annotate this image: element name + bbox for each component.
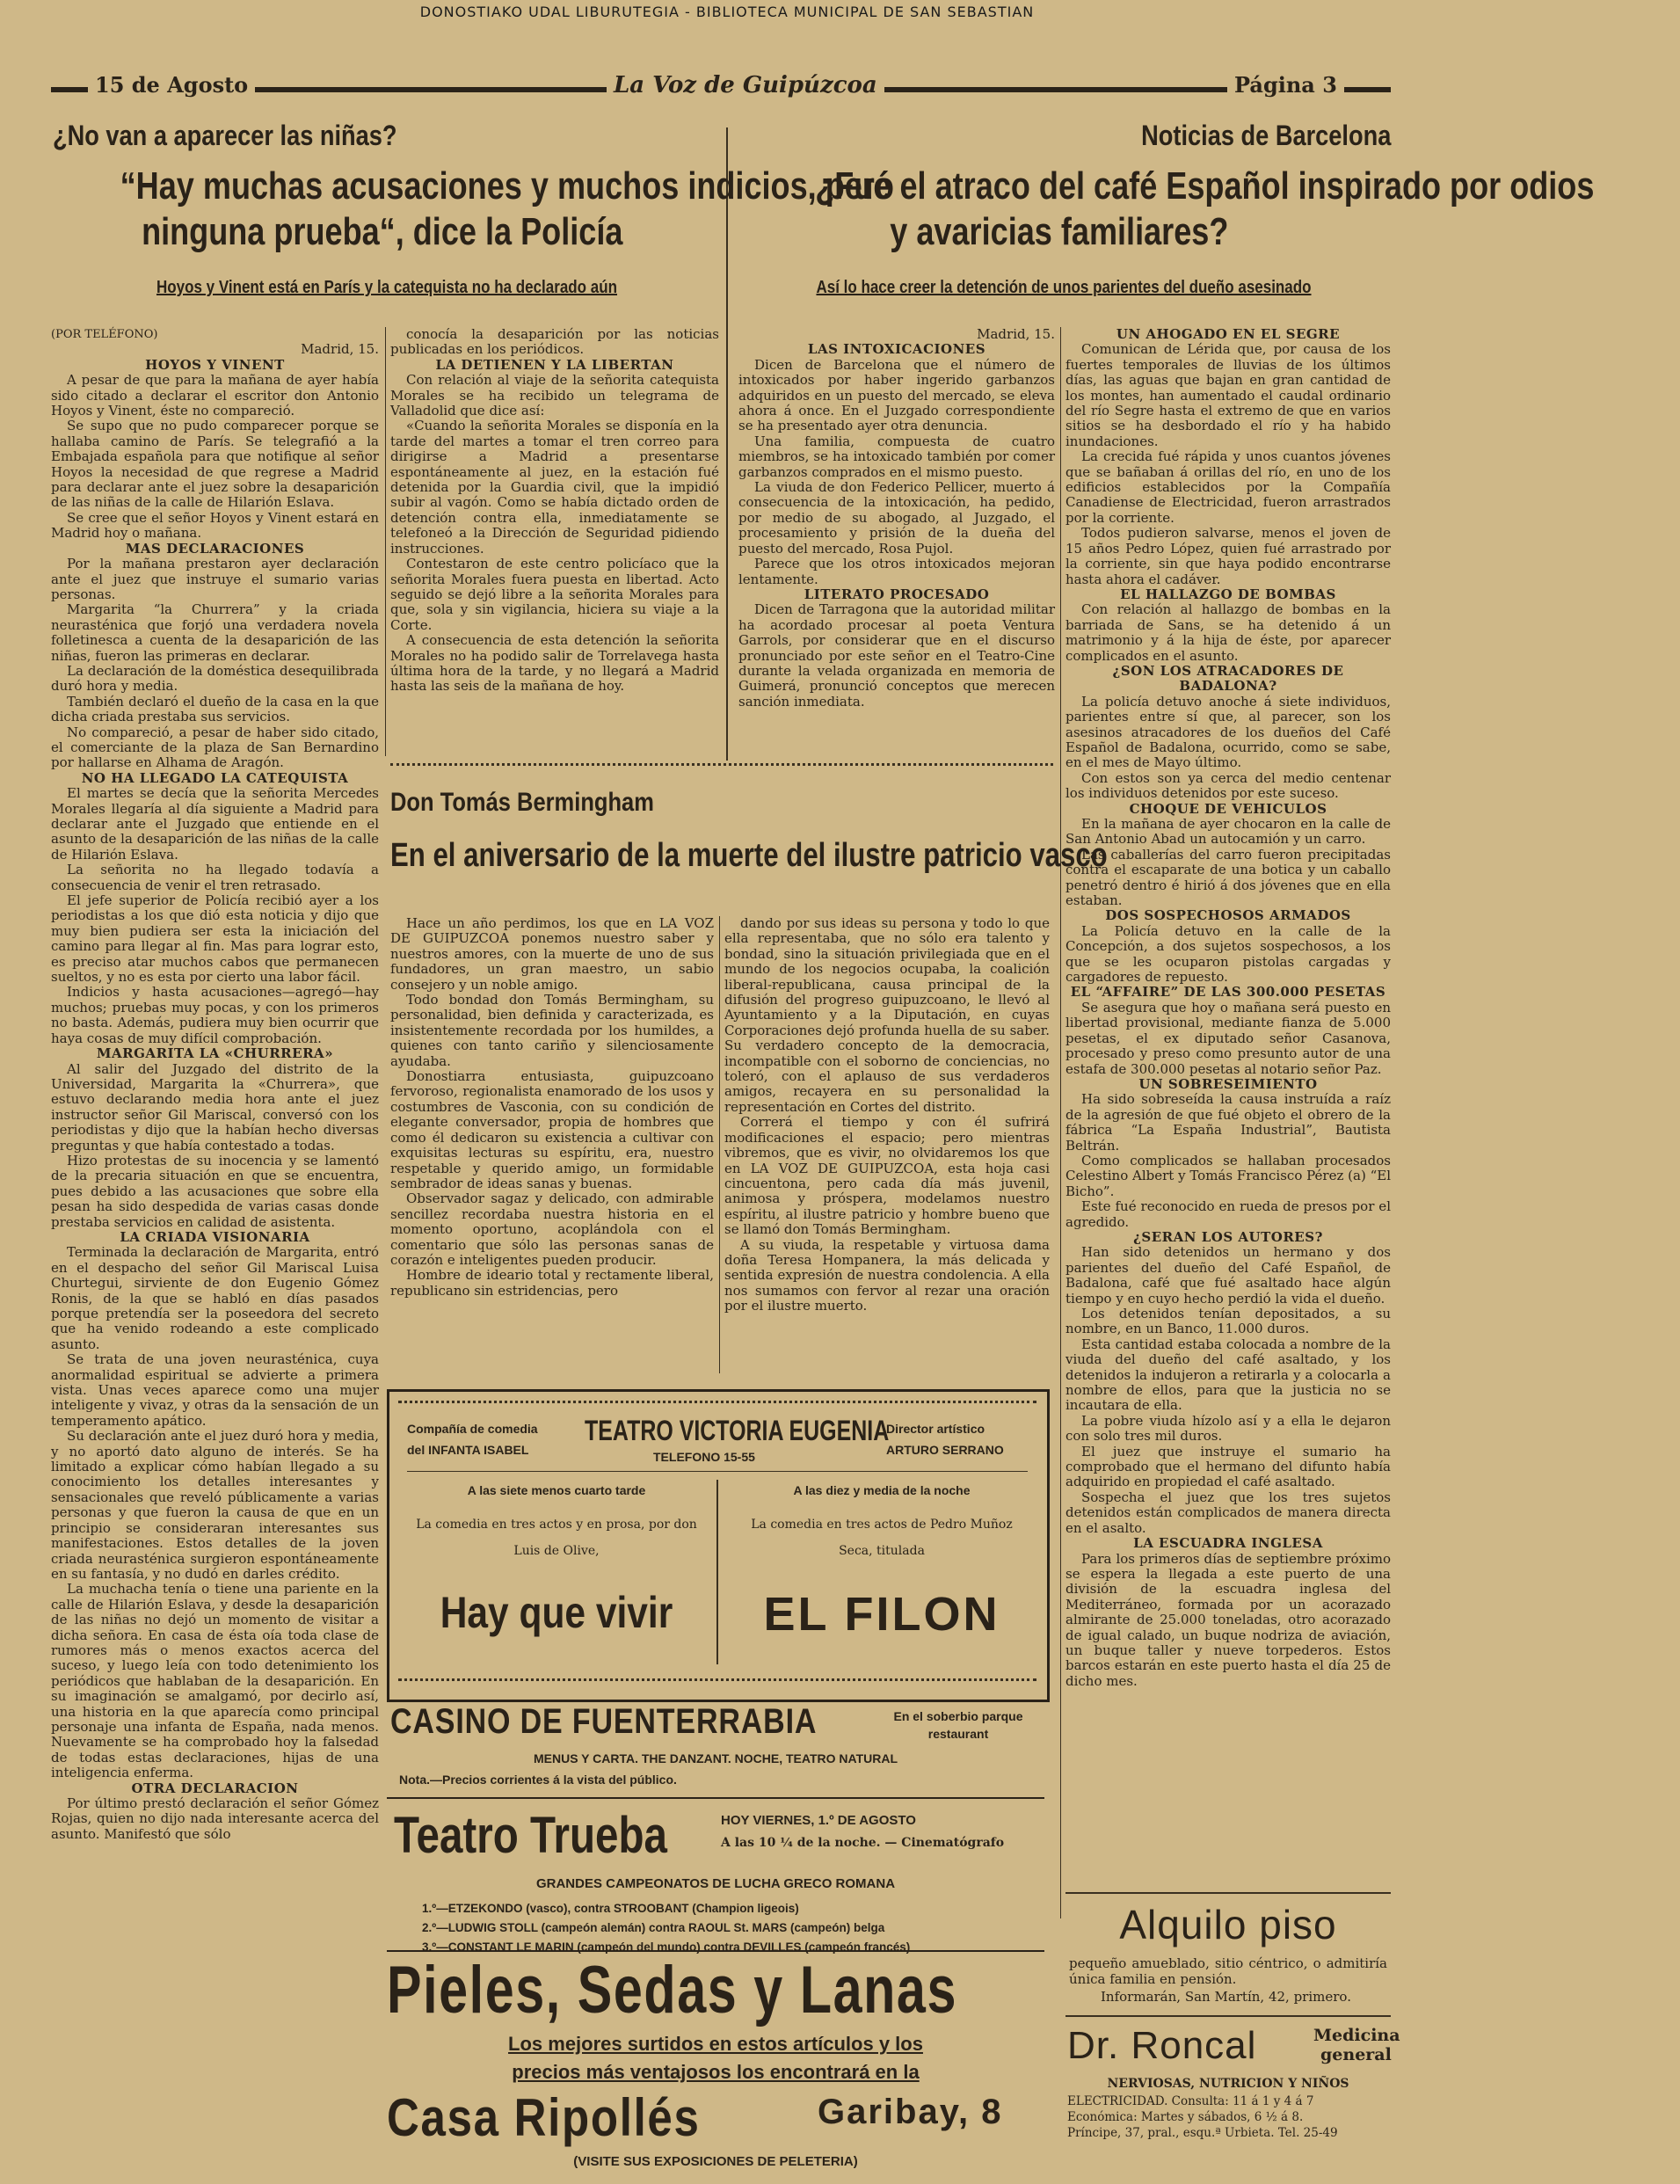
bermingham-col-b-body [724,916,1050,1314]
ad-victoria-company1: Compañía de comedia [407,1422,538,1436]
masthead-page: Página 3 [1227,72,1344,98]
section-heading: EL “AFFAIRE” DE LAS 300.000 PESETAS [1070,984,1386,1001]
paragraph: conocía la desaparición por las noticias publicadas en los periódicos. [390,326,719,358]
byline: (POR TELÉFONO) [51,328,158,341]
paragraph: Correrá el tiempo y con él sufrirá modificaciones el espacio; pero mientras vibremos, que es vivir, no olvidaremos los que en LA VOZ DE GUIPUZCOA, esta hoja casi cincuentona, pero cada día más juvenil, animosa y próspera, modelamos nuestro espíritu, al ilustre patricio y hombre bueno que se llamó don Tomás Bermingham. [724,1114,1050,1238]
right-col-4 [1065,327,1391,1924]
paragraph: Al salir del Juzgado del distrito de la Universidad, Margarita la «Churrera», que estuvo declarando media hora ante el juez instructor señor Gil Mariscal, conversó con los periodistas y dijo que la habían hecho diversas preguntas y que había contestado a todas. [51,1060,379,1154]
paragraph: Como complicados se hallaban procesados Celestino Albert y Tomás Francisco Pérez (a) “El Bicho”. [1065,1152,1391,1199]
section-heading: MAS DECLARACIONES [125,540,305,557]
ad-victoria-theatre: TEATRO VICTORIA EUGENIA [585,1415,890,1446]
paragraph: Este fué reconocido en rueda de presos por el agredido. [1065,1198,1391,1230]
paragraph: Sospecha el juez que los tres sujetos detenidos están complicados de manera directa en el asalto. [1065,1489,1391,1536]
paragraph: Todo bondad don Tomás Bermingham, su personalidad, bien definida y caracterizada, es insistentemente recordada por los humildes, a quienes con tanto cariño y silenciosamente ayudaba. [390,992,714,1069]
ad-victoria-phone: TELEFONO 15-55 [653,1450,755,1464]
bermingham-col-b [724,916,1050,1373]
paragraph: Una familia, compuesta de cuatro miembros, se ha intoxicado también por comer garbanzos comprados en el mismo puesto. [738,433,1055,480]
ad-roncal-spec2: general [1320,2045,1392,2064]
paragraph: La señorita no ha llegado todavía a consecuencia de venir el tren retrasado. [51,862,379,893]
paragraph: dando por sus ideas su persona y todo lo que ella representaba, que no sólo era talento y bondad, sino la situación privilegiada que en el mundo de los negocios ocupaba, la coalición liberal-republicana, causa principal de la difusión del progreso guipuzcoano, le llevó al Ayuntamiento y a la Diputación, en cuyas Corporaciones dejó profunda huella de su saber. Su verdadero concepto de la democracia, incompatible con el soborno de conciencias, no toleró, con el aplauso de sus verdaderos amigos, recayera en su personalidad la representación en Cortes del distrito. [724,915,1050,1115]
right-col-4-body [1065,327,1391,1689]
section-heading: LA DETIENEN Y LA LIBERTAN [435,356,674,373]
ad-victoria-director1: Director artístico [886,1422,985,1436]
paragraph: Comunican de Lérida que, por causa de los fuertes temporales de lluvias de los últimos días, las aguas que bajan en gran cantidad de los montes, han aumentado el caudal ordinario del río Segre hasta el extremo de que en varios sitios se ha desbordado el río y ha habido inundaciones. [1065,341,1391,449]
paragraph: El juez que instruye el sumario ha comprobado que el hermano del difunto había adquirido en propiedad el café asaltado. [1065,1443,1391,1490]
masthead-newspaper: La Voz de Guipúzcoa [607,72,884,98]
left-headline-line2: ninguna prueba“, dice la Policía [142,210,623,253]
section-heading: ¿SON LOS ATRACADORES DE BADALONA? [1112,662,1344,695]
ad-trueba-event: GRANDES CAMPEONATOS DE LUCHA GRECO ROMANA [535,1876,896,1891]
paragraph: La viuda de don Federico Pellicer, muerto á consecuencia de la intoxicación, ha pedido, por medio de su abogado, al Juzgado, el procesamiento y prisión de la dueña del puesto del mercado, Rosa Pujol. [738,479,1055,557]
paragraph: Se supo que no pudo comparecer porque se hallaba camino de París. Se telegrafió a la Embajada española para que notifique al señor Hoyos la necesidad de que regrese a Madrid para declarar ante el juez sobre la desaparición de las niñas de la calle de Hilarión Eslava. [51,418,379,511]
ad-alquilo-title: Alquilo piso [1119,1902,1337,1947]
section-divider [390,763,1053,766]
ad-trueba-time: A las 10 ¼ de la noche. — Cinematógrafo [721,1836,1005,1850]
ad-pieles-title: Pieles, Sedas y Lanas [387,1953,957,2027]
paragraph: Se asegura que hoy o mañana será puesto en libertad provisional, mediante fianza de 5.000 pesetas, el ex diputado señor Casanova, procesado y preso como presunto autor de una estafa de 300.000 pesetas al notario señor Paz. [1065,999,1391,1077]
left-col-2 [390,327,719,758]
paragraph: Para los primeros días de septiembre próximo se espera la llegada a este puerto de una división de la escuadra inglesa del Mediterráneo, formada por un acorazado almirante de 25.000 toneladas, otro acorazado de igual calado, un buque nodriza de aviación, un buque taller y nueve torpederos. Estos barcos estarán en este puerto hasta el día 25 de dicho mes. [1065,1550,1391,1689]
bermingham-col-a-body [390,916,714,1299]
ad-victoria-mid-rule [716,1480,718,1664]
paragraph: Esta cantidad estaba colocada a nombre de la viuda del dueño del café asaltado, y los detenidos la indujeron a retirarla y a colocarla a nombre de ellos, para que la justicia no se incautara de ella. [1065,1336,1391,1414]
section-heading: LA CRIADA VISIONARIA [120,1228,310,1245]
paragraph: A su viuda, la respetable y virtuosa dama doña Teresa Hompanera, la más delicada y sentida expresión de nuestra condolencia. A ella nos sumamos con fervor al rezar una oración por el ilustre muerto. [724,1236,1050,1314]
paragraph: La Policía detuvo en la calle de la Concepción, a dos sujetos sospechosos, a los que se les ocuparon pistolas cargadas y cargadores de repuesto. [1065,922,1391,986]
section-heading: LAS INTOXICACIONES [807,341,986,358]
paragraph: Ha sido sobreseída la causa instruída a raíz de la agresión de que fué objeto el obrero de la fábrica “La España Industrial”, Bautista Beltrán. [1065,1091,1391,1154]
paragraph: Se trata de una joven neurasténica, cuya anormalidad espiritual se advierte a primera vista. Unas veces aparece como una mujer inteligente y vivaz, y otras da la sensación de un temperamento apático. [51,1351,379,1429]
left-headline-line1: “Hay muchas acusaciones y muchos indicios, pero [120,164,894,207]
ad-victoria-company2: del INFANTA ISABEL [407,1443,529,1457]
paragraph: Con estos son ya cerca del medio centenar los individuos detenidos por este suceso. [1065,769,1391,802]
ad-pieles-line2: precios más ventajosos los encontrará en la [512,2061,920,2083]
left-col-1 [51,327,379,2184]
paragraph: Parece que los otros intoxicados mejoran lentamente. [738,556,1055,587]
paragraph: La muchacha tenía o tiene una pariente en la calle de Hilarión Eslava, y desde la desaparición de las niñas no dejó un momento de visitar a dicha señora. En casa de ésta oía toda clase de rumores más o menos exactos acerca del suceso, y luego leía con todo detenimiento los periódicos que hablaban de la desaparición. En su imaginación se amalgamó, por decirlo así, una historia en la que aparecía como principal personaje una infanta de España, nada menos. Nuevamente se ha comprobado hoy la falsedad de todas estas declaraciones, hijas de una inteligencia enferma. [51,1581,379,1781]
paragraph: Hizo protestas de su inocencia y se lamentó de la precaria situación en que se encuentra, pues debido a las acusaciones que sobre ella pesan ha sido despedida de varias casas donde prestaba servicios en calidad de asistenta. [51,1152,379,1230]
paragraph: Las caballerías del carro fueron precipitadas contra el escaparate de una botica y un caballo penetró dentro é hirió á dos jóvenes que en ella estaban. [1065,846,1391,909]
paragraph: Los detenidos tenían depositados, a su nombre, en un Banco, 11.000 duros. [1065,1306,1391,1337]
ad-casino [387,1699,1044,1799]
ad-victoria-right-time: A las diez y media de la noche [793,1483,971,1497]
bermingham-headline: En el aniversario de la muerte del ilustre patricio vasco [390,837,1108,874]
col-divider-right [1060,327,1061,1918]
ad-victoria-left-title: Hay que vivir [440,1588,673,1637]
section-heading: MARGARITA LA «CHURRERA» [96,1045,334,1062]
ad-alquilo-contact: Informarán, San Martín, 42, primero. [1101,1989,1351,2005]
section-heading: CHOQUE DE VEHICULOS [1129,800,1327,817]
bermingham-kicker: Don Tomás Bermingham [390,788,654,817]
ad-victoria-director2: ARTURO SERRANO [886,1443,1004,1457]
left-col-1-body [51,358,379,1842]
ad-victoria-bottom-border [398,1678,1036,1681]
left-col-2-body [390,327,719,695]
paragraph: Dicen de Barcelona que el número de intoxicados por haber ingerido garbanzos adquiridos en un puesto del mercado, se eleva ahora á once. En el Juzgado correspondiente se ha presentado ayer otra denuncia. [738,356,1055,434]
left-kicker: ¿No van a aparecer las niñas? [53,120,397,151]
paragraph: Observador sagaz y delicado, con admirable sencillez recordaba nuestra historia en el momento oportuno, acoplándola con el comentario que sólo las personas sanas de corazón e inteligentes pueden producir. [390,1190,714,1268]
paragraph: Hombre de ideario total y rectamente liberal, republicano sin estridencias, pero [390,1267,714,1299]
paragraph: Indicios y hasta acusaciones—agregó—hay muchos; pruebas muy pocas, y con los primeros no basta. Además, pudiera muy bien ocurrir que haya cosas de muy difícil comprobación. [51,984,379,1046]
section-heading: EL HALLAZGO DE BOMBAS [1120,586,1336,602]
paragraph: Por último prestó declaración el señor Gómez Rojas, quien no dijo nada interesante acerca del asunto. Manifestó que sólo [51,1795,379,1842]
ad-casino-side: En el soberbio parque restaurant [893,1709,1023,1741]
paragraph: La pobre viuda hízolo así y a ella le dejaron con solo tres mil duros. [1065,1412,1391,1445]
section-heading: OTRA DECLARACION [131,1780,299,1796]
ad-trueba-bout-1: 1.º—ETZEKONDO (vasco), contra STROOBANT (Champion ligeois) [422,1902,799,1915]
section-heading: HOYOS Y VINENT [145,356,285,373]
ad-trueba-bouts [422,1899,910,1957]
paragraph: Margarita “la Churrera” y la criada neurasténica que forjó una verdadera novela folletinesca a cuenta de la desaparición de las niñas, fueron las primeras en declarar. [51,601,379,664]
paragraph: «Cuando la señorita Morales se disponía en la tarde del martes a tomar el tren correo para dirigirse a Madrid a presentarse espontáneamente al juez, en la estación fué detenida por la Guardia civil, que la impidió subir al vagón. Como se había dictado orden de detención contra ella, inmediatamente se telefoneó a la Dirección de Seguridad pidiendo instrucciones. [390,418,719,557]
ad-victoria-top-border [398,1401,1036,1403]
section-heading: DOS SOSPECHOSOS ARMADOS [1105,907,1351,924]
left-headline [35,164,894,255]
paragraph: Donostiarra entusiasta, guipuzcoano fervoroso, regionalista enamorado de los usos y costumbres de Vasconia, con su condición de elegante conversador, propia de hombres que como él dedicaron su existencia a cultivar con exquisitas lecturas su espíritu, era, nuestro respetable y querido amigo, un formidable sembrador de ideas sanas y buenas. [390,1068,714,1191]
section-heading: NO HA LLEGADO LA CATEQUISTA [81,769,349,786]
right-col-3 [738,327,1055,758]
ad-pieles-address: Garibay, 8 [818,2093,1003,2131]
ad-roncal [1065,2019,1400,2173]
paragraph: Han sido detenidos un hermano y dos parientes del dueño del Café Español, de Badalona, café que fué asaltado hace algún tiempo y en cuyo hecho perdió la vida el dueño. [1065,1244,1391,1307]
paragraph: La policía detuvo anoche á siete individuos, parientes entre sí que, al parecer, son los asesinos atracadores de los dueños del Café Español de Badalona, ocurrido, como se sabe, en el mes de Mayo último. [1065,693,1391,771]
ad-victoria-left-time: A las siete menos cuarto tarde [467,1483,646,1497]
ad-trueba-title: Teatro Trueba [394,1807,667,1864]
masthead-date: 15 de Agosto [88,72,255,98]
col-divider-left [385,327,386,756]
ad-victoria-right-title: EL FILON [763,1588,1000,1641]
paragraph: Con relación al hallazgo de bombas en la barriada de Sans, se ha detenido á un matrimonio y á la hija de éste, por aparecer complicados en el asunto. [1065,601,1391,664]
roncal-top-rule [1065,2015,1391,2017]
paragraph: A consecuencia de esta detención la señorita Morales no ha podido salir de Torrelavega hasta última hora de la tarde, y no llegará a Madrid hasta las seis de la mañana de hoy. [390,632,719,695]
paragraph: Dicen de Tarragona que la autoridad militar ha acordado procesar al poeta Ventura Garrols, por considerar que en el discurso pronunciado por este señor en el Teatro-Cine durante la velada organizada en memoria de Guimerá, pronunció conceptos que merecen sanción inmediata. [738,601,1055,710]
section-heading: LITERATO PROCESADO [804,586,990,602]
ad-victoria-right-desc: La comedia en tres actos de Pedro Muñoz Seca, titulada [751,1518,1013,1558]
paragraph: No compareció, a pesar de haber sido citado, el comerciante de la plaza de San Bernardino por hallarse en Alhama de Aragón. [51,724,379,771]
paragraph: A pesar de que para la mañana de ayer había sido citado a declarar el escritor don Antonio Hoyos y Vinent, éste no compareció. [51,372,379,419]
dateline-right: Madrid, 15. [977,326,1055,342]
paragraph: Todos pudieron salvarse, menos el joven de 15 años Pedro López, quien fué arrastrado por la corriente, sin que haya podido encontrarse hasta ahora el cadáver. [1065,525,1391,587]
ad-roncal-line1: NERVIOSAS, NUTRICION Y NIÑOS [1107,2077,1349,2091]
ad-pieles-shop: Casa Ripollés [387,2088,701,2147]
ad-roncal-line3: Económica: Martes y sábados, 6 ½ á 8. [1067,2110,1304,2124]
bermingham-col-a [390,916,714,1373]
ad-pieles-note: (VISITE SUS EXPOSICIONES DE PELETERIA) [573,2154,858,2169]
ad-trueba-date: HOY VIERNES, 1.º DE AGOSTO [721,1813,916,1828]
section-heading: LA ESCUADRA INGLESA [1133,1535,1323,1552]
ad-teatro-victoria [387,1389,1050,1702]
ad-teatro-trueba [387,1801,1044,1952]
ad-casino-line1: MENUS Y CARTA. THE DANZANT. NOCHE, TEATRO NATURAL [533,1751,898,1765]
right-subhead: Así lo hace creer la detención de unos parientes del dueño asesinado [816,278,1312,297]
paragraph: Hace un año perdimos, los que en LA VOZ DE GUIPUZCOA ponemos nuestro saber y nuestros amores, con la muerte de uno de sus fundadores, un gran maestro, un sabio consejero y un noble amigo. [390,915,714,993]
paragraph: Por la mañana prestaron ayer declaración ante el juez que instruye el sumario varias personas. [51,556,379,602]
right-headline-line2: y avaricias familiares? [890,210,1229,253]
ad-casino-title: CASINO DE FUENTERRABIA [390,1702,818,1741]
left-subhead: Hoyos y Vinent está en París y la catequista no ha declarado aún [156,278,618,297]
ad-alquilo [1065,1897,1391,2012]
paragraph: El martes se decía que la señorita Mercedes Morales llegaría al día siguiente a Madrid para declarar ante el Juzgado que entiende en el asunto de la desaparición de las niñas de la calle de Hilarión Eslava. [51,785,379,863]
paragraph: Su declaración ante el juez duró hora y media, y no aportó dato alguno de interés. Se ha limitado a explicar cómo habían llegado a su conocimiento los detalles interesantes y sensacionales que reveló públicamente a varias personas y que fueron la causa de que en un principio se consideraran interesantes sus manifestaciones. Estos detalles de la joven criada neurasténica surgieron espontáneamente en su fantasía, y no dudó en darles crédito. [51,1428,379,1582]
ad-casino-line2: Nota.—Precios corrientes á la vista del público. [399,1773,677,1787]
alquilo-top-rule [1065,1892,1391,1894]
right-headline [730,164,1595,255]
section-heading: ¿SERAN LOS AUTORES? [1133,1228,1323,1245]
paragraph: También declaró el dueño de la casa en la que dicha criada prestaba sus servicios. [51,693,379,725]
library-header: DONOSTIAKO UDAL LIBURUTEGIA - BIBLIOTECA MUNICIPAL DE SAN SEBASTIAN [419,4,1035,20]
paragraph: Contestaron de este centro policíaco que la señorita Morales fuera puesta en libertad. Acto seguido se dejó libre a la señorita Morales para que, sola y sin vigilancia, hiciera su viaje a la Corte. [390,556,719,633]
ad-alquilo-text: pequeño amueblado, sitio céntrico, o admitiría única familia en pensión. [1069,1955,1387,1987]
right-col-3-body [738,342,1055,710]
ad-pieles [387,1952,1044,2172]
ad-victoria-rule [407,1471,1028,1472]
dateline-left: Madrid, 15. [301,341,379,358]
paragraph: Se cree que el señor Hoyos y Vinent estará en Madrid hoy o mañana. [51,509,379,542]
paragraph: La declaración de la doméstica desequilibrada duró hora y media. [51,662,379,695]
paragraph: En la mañana de ayer chocaron en la calle de San Antonio Abad un autocamión y un carro. [1065,816,1391,848]
ad-roncal-name: Dr. Roncal [1067,2024,1257,2067]
paragraph: Con relación al viaje de la señorita catequista Morales se ha recibido un telegrama de Valladolid que dice así: [390,372,719,419]
ad-pieles-line1: Los mejores surtidos en estos artículos y los [508,2033,923,2055]
ad-roncal-line2: ELECTRICIDAD. Consulta: 11 á 1 y 4 á 7 [1067,2094,1314,2108]
ad-trueba-bout-3: 3.º—CONSTANT LE MARIN (campeón del mundo) contra DEVILLES (campeón francés) [422,1940,911,1954]
paragraph: El jefe superior de Policía recibió ayer a los periodistas a los que dió esta noticia y dijo que muy bien pudiera ser esta la iniciación del camino para llegar al fin. Mas para lograr esto, es preciso atar muchos cabos que permanecen sueltos, y no es esta por cierto una labor fácil. [51,892,379,986]
bermingham-divider [719,916,720,1373]
paragraph: Terminada la declaración de Margarita, entró en el despacho del señor Gil Mariscal Luisa Churtegui, sirviente de don Eugenio Gómez Ronis, de la que se habló en días pasados porque pretendía ser la poseedora del secreto que ha venido rodeando a este complicado asunto. [51,1244,379,1352]
right-kicker: Noticias de Barcelona [1140,120,1391,151]
ad-roncal-spec1: Medicina [1313,2026,1400,2045]
ad-trueba-bout-2: 2.º—LUDWIG STOLL (campeón alemán) contra RAOUL St. MARS (campeón) belga [422,1921,885,1934]
section-heading: UN AHOGADO EN EL SEGRE [1116,326,1341,342]
ad-roncal-line4: Príncipe, 37, pral., esqu.ª Urbieta. Tel. 25-49 [1067,2126,1338,2140]
section-heading: UN SOBRESEIMIENTO [1138,1075,1318,1092]
paragraph: La crecida fué rápida y unos cuantos jóvenes que se bañaban á orillas del río, en uno de los edificios establecidos por la Compañía Canadiense de Electricidad, fueron arrastrados por la corriente. [1065,448,1391,526]
ad-victoria-left-desc: La comedia en tres actos y en prosa, por don Luis de Olive, [416,1518,697,1558]
right-headline-line1: ¿Fué el atraco del café Español inspirado por odios [815,164,1595,207]
